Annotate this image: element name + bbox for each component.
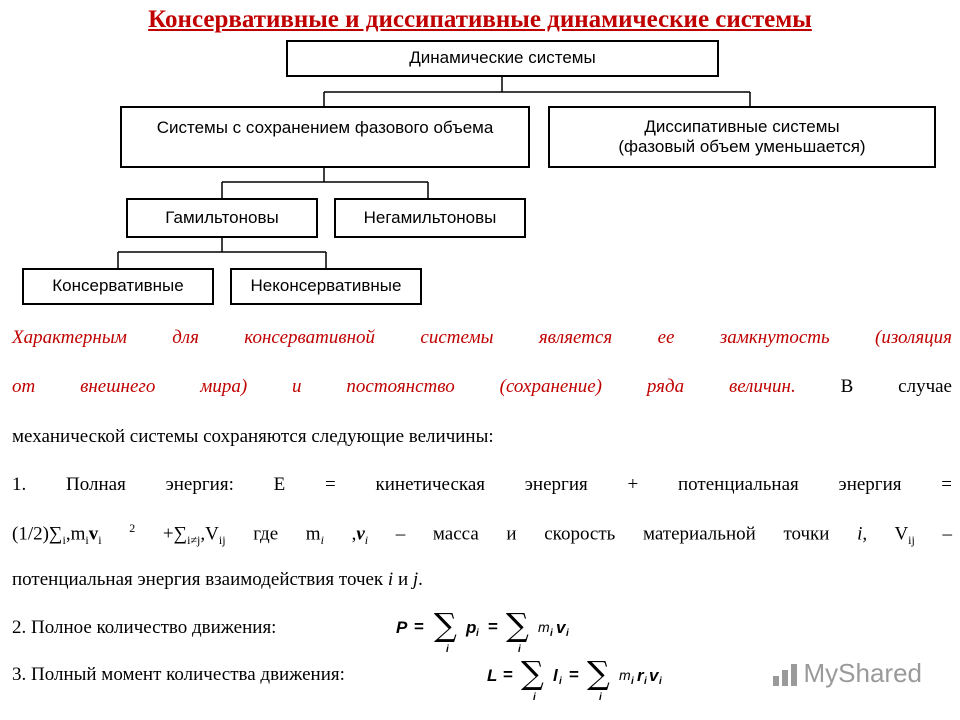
paragraph-line-2: от внешнего мира) и постоянство (сохранение) ряда величин. В случае (12, 376, 952, 397)
momentum-label: 2. Полное количество движения: (12, 617, 277, 638)
paragraph-line-3: механической системы сохраняются следующие величины: (12, 426, 494, 447)
watermark: MyShared (770, 658, 923, 689)
dissipative-subtitle: (фазовый объем уменьшается) (618, 137, 866, 156)
box-hamiltonian: Гамильтоновы (126, 198, 318, 238)
box-nonhamiltonian: Негамильтоновы (334, 198, 526, 238)
energy-line-1: 1. Полная энергия: E = кинетическая энергия + потенциальная энергия = (12, 474, 952, 495)
paragraph-line-1: Характерным для консервативной системы является ее замкнутость (изоляция (12, 327, 952, 348)
box-nonconservative: Неконсервативные (230, 268, 422, 305)
box-dissipative-systems (548, 106, 936, 168)
page-title: Консервативные и диссипативные динамические системы (148, 6, 812, 33)
dissipative-title: Диссипативные системы (644, 116, 840, 136)
box-phase-volume-preserving: Системы с сохранением фазового объема (120, 106, 530, 168)
momentum-formula: P = ∑ i p i = ∑ i m i v i (396, 606, 569, 655)
energy-line-3: потенциальная энергия взаимодействия точек i и j. (12, 569, 423, 590)
box-conservative: Консервативные (22, 268, 214, 305)
energy-line-2: $(1/2)\sum_i,m_iv_i$ $^2 +\sum_{i\ne j},V_{ij}$ где $m_i$ $,v_i$ – масса и скорость материальной точки i, $V_{ij}$ – (12, 521, 952, 548)
logo-icon (770, 659, 800, 689)
angular-momentum-label: 3. Полный момент количества движения: (12, 664, 345, 685)
box-dynamic-systems: Динамические системы (286, 40, 719, 77)
angular-momentum-formula: L = ∑ i l i = ∑ i m i r i v i (487, 654, 662, 703)
